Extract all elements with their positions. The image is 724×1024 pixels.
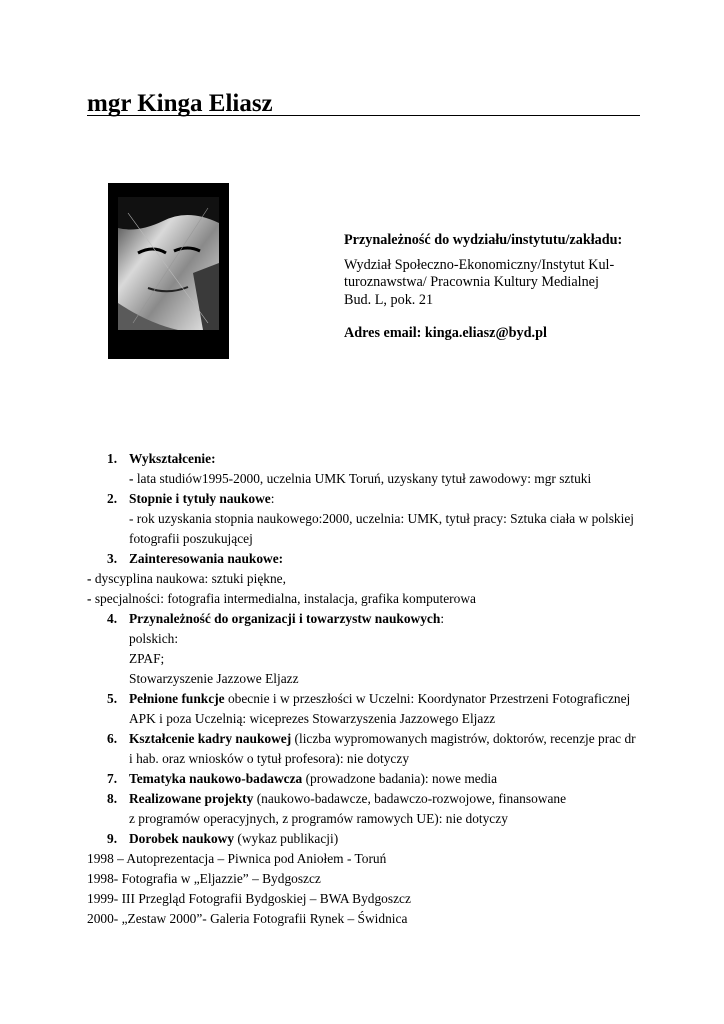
affiliation-line-1: Wydział Społeczno-Ekonomiczny/Instytut Kul-	[344, 256, 615, 273]
portrait-photo	[108, 183, 229, 359]
section-projects-line-2: z programów operacyjnych, z programów ramowych UE): nie dotyczy	[129, 811, 508, 826]
section-education-heading: 1. Wykształcenie:	[107, 451, 216, 466]
section-functions-heading: 5. Pełnione funkcje obecnie i w przeszłości w Uczelni: Koordynator Przestrzeni Fotograficznej	[107, 691, 631, 706]
publication-item: 2000- „Zestaw 2000”- Galeria Fotografii Rynek – Świdnica	[87, 911, 408, 926]
section-staff-heading: 6. Kształcenie kadry naukowej (liczba wypromowanych magistrów, doktorów, recenzje prac dr	[107, 731, 636, 746]
page-title: mgr Kinga Eliasz	[87, 90, 273, 117]
affiliation-line-2: turoznawstwa/ Pracownia Kultury Medialnej	[344, 274, 599, 290]
section-interests-line-2: - specjalności: fotografia intermedialna, instalacja, grafika komputerowa	[87, 591, 476, 606]
affiliation-block	[344, 232, 644, 343]
section-interests-line-1: - dyscyplina naukowa: sztuki piękne,	[87, 571, 286, 586]
section-research-heading: 7. Tematyka naukowo-badawcza (prowadzone badania): nowe media	[107, 771, 498, 786]
section-projects-heading: 8. Realizowane projekty (naukowo-badawcze, badawczo-rozwojowe, finansowane	[107, 791, 567, 806]
section-staff-line-2: i hab. oraz wniosków o tytuł profesora): nie dotyczy	[129, 751, 410, 766]
publication-item: 1998- Fotografia w „Eljazzie” – Bydgoszcz	[87, 871, 321, 886]
cv-sections	[87, 449, 647, 929]
section-organizations-line-2: ZPAF;	[129, 651, 165, 666]
title-underline	[87, 115, 640, 116]
affiliation-heading: Przynależność do wydziału/instytutu/zakładu:	[344, 232, 623, 248]
portrait-image	[108, 183, 229, 359]
affiliation-line-3: Bud. L, pok. 21	[344, 291, 434, 308]
section-interests-heading: 3. Zainteresowania naukowe:	[107, 551, 284, 566]
section-organizations-heading: 4. Przynależność do organizacji i towarzystw naukowych:	[107, 611, 445, 626]
publication-item: 1999- III Przegląd Fotografii Bydgoskiej – BWA Bydgoszcz	[87, 891, 411, 906]
section-organizations-line-3: Stowarzyszenie Jazzowe Eljazz	[129, 671, 299, 686]
section-education-line: - lata studiów1995-2000, uczelnia UMK Toruń, uzyskany tytuł zawodowy: mgr sztuki	[129, 471, 592, 486]
section-degrees-line-1: - rok uzyskania stopnia naukowego:2000, uczelnia: UMK, tytuł pracy: Sztuka ciała w polskiej	[129, 511, 634, 526]
section-degrees-heading: 2. Stopnie i tytuły naukowe:	[107, 491, 275, 506]
section-organizations-line-1: polskich:	[129, 631, 179, 646]
section-publications-heading: 9. Dorobek naukowy (wykaz publikacji)	[107, 831, 339, 846]
publication-item: 1998 – Autoprezentacja – Piwnica pod Aniołem - Toruń	[87, 851, 387, 866]
email-address: Adres email: kinga.eliasz@byd.pl	[344, 325, 547, 341]
section-degrees-line-2: fotografii poszukującej	[129, 531, 253, 546]
section-functions-line-2: APK i poza Uczelnią: wiceprezes Stowarzyszenia Jazzowego Eljazz	[129, 711, 496, 726]
